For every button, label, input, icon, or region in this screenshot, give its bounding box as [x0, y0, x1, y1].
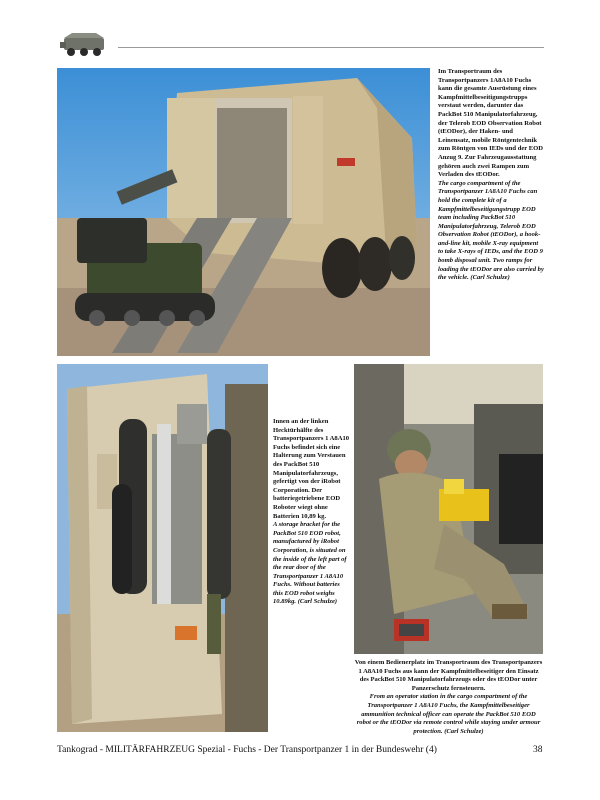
caption-storage-bracket-en: A storage bracket for the PackBot 510 EOD robot, manufactured by iRobot Corporation, is situated on the inside of the left part of the rear door of the Transportpanzer 1 A8A10 Fuchs. Without batteries this EOD robot weighs 10.89kg. (Carl Schulze): [273, 521, 347, 606]
caption-operator-station-de: Von einem Bedienerplatz im Transportraum des Transportpanzers 1 A8A10 Fuchs aus kann der Kampfmittelbeseitiger den Einsatz des PackBot 510 Manipulatorfahrzeugs oder des tEODor unter Panzerschutz fernsteuern.: [354, 659, 543, 692]
fuchs-vehicle-icon: [58, 30, 112, 60]
caption-storage-bracket: [273, 418, 351, 607]
photo-packbot-storage-bracket: [57, 364, 268, 732]
caption-cargo-compartment-en: The cargo compartment of the Transportpanzer 1A8A10 Fuchs can hold the complete kit of a Kampfmittelbeseitigungstrupp EOD team including PackBot 510 Manipulatorfahrzeug, Telerob EOD Observation Robot (tEODor), a hook-and-line kit, mobile X-ray equipment to take X-rays of IEDs, and the EOD 9 bomb disposal unit. Two ramps for loading the tEODor are also carried by the vehicle. (Carl Schulze): [438, 179, 544, 282]
caption-storage-bracket-de: Innen an der linken Hecktürhälfte des Transportpanzers 1 A8A10 Fuchs befindet sich eine Halterung zum Verstauen des PackBot 510 Manipulatorfahrzeugs, gefertigt von der iRobot Corporation. Der batteriegetriebene EOD Roboter wiegt ohne Batterien 10,89 kg.: [273, 418, 350, 520]
caption-operator-station: [354, 659, 543, 736]
caption-cargo-compartment: [438, 68, 544, 283]
caption-cargo-compartment-de: Im Transportraum des Transportpanzers 1A8A10 Fuchs kann die gesamte Ausrüstung eines Kampfmittelbeseitigungstrupps verstaut werden, darunter das PackBot 510 Manipulatorfahrzeug, der Telerob EOD Observation Robot (tEODor), der Haken- und Leinensatz, mobile Röntgentechnik zum Röntgen von IEDs und der EOD Anzug 9. Zur Fahrzeugausstattung gehören auch zwei Rampen zum Verladen des tEODor.: [438, 68, 544, 179]
photo-vehicle-loading-robot: [57, 68, 430, 356]
header-divider: [118, 47, 544, 48]
page-number: 38: [533, 745, 543, 755]
photo-operator-station: [354, 364, 543, 654]
caption-operator-station-en: From an operator station in the cargo compartment of the Transportpanzer 1 A8A10 Fuchs, the Kampfmittelbeseitiger ammunition technical officer can operate the PackBot 510 EOD robot or the tEODor via remote control while staying under armour protection. (Carl Schulze): [356, 693, 541, 735]
footer-book-title: Tankograd - MILITÄRFAHRZEUG Spezial - Fuchs - Der Transportpanzer 1 in der Bundeswehr (4): [57, 745, 437, 755]
